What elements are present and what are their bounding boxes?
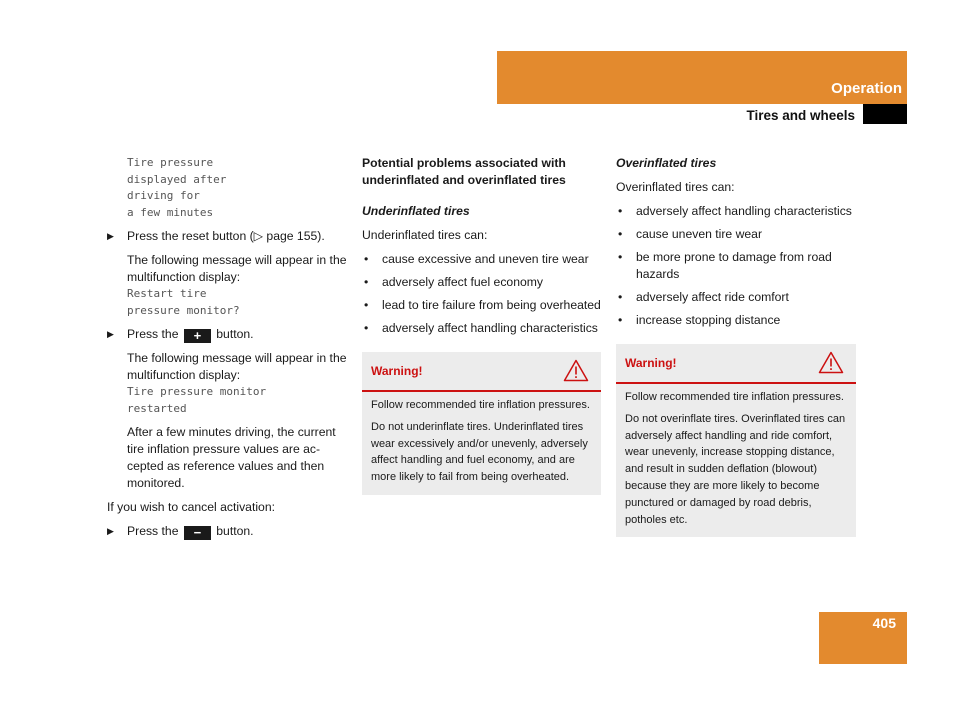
warning-triangle-icon — [563, 359, 589, 382]
bullet-list — [362, 251, 601, 337]
step-arrow-icon: ▶ — [107, 526, 114, 536]
warning-text: Follow recommended tire inflation pressures. — [371, 399, 590, 411]
paragraph: The following message will appear in the multifunction display: — [127, 351, 347, 382]
list-item — [616, 226, 856, 243]
list-item — [616, 312, 856, 329]
list-item-text: be more prone to damage from road hazards — [636, 250, 832, 281]
warning-body — [362, 392, 601, 495]
list-item — [362, 274, 601, 291]
column-1 — [107, 155, 347, 540]
warning-triangle-icon — [818, 351, 844, 374]
bullet-icon: • — [364, 298, 369, 312]
display-message-2 — [107, 286, 347, 319]
step-text: Press the reset button (▷ page 155). — [127, 229, 325, 243]
subsection-marker — [863, 104, 907, 124]
bullet-icon: • — [618, 204, 623, 218]
plus-key-icon: + — [184, 329, 211, 343]
display-line: restarted — [127, 401, 187, 415]
warning-box — [616, 344, 856, 537]
list-item-text: increase stopping distance — [636, 313, 781, 327]
warning-title: Warning! — [371, 364, 423, 378]
display-line: Tire pressure — [127, 156, 214, 169]
step-arrow-icon: ▶ — [107, 231, 114, 241]
step-reset-button — [107, 228, 347, 245]
display-line: a few minutes — [127, 205, 214, 219]
warning-body — [616, 384, 856, 537]
page-number-box — [819, 612, 907, 664]
bullet-icon: • — [364, 252, 369, 266]
warning-text: Follow recommended tire inflation pressures. — [625, 391, 844, 403]
paragraph: The following message will appear in the multifunction display: — [127, 253, 347, 284]
step-text: Press the — [127, 327, 179, 341]
minus-key-icon: − — [184, 526, 211, 540]
step-text: Press the — [127, 524, 179, 538]
bullet-icon: • — [618, 313, 623, 327]
list-item — [616, 249, 856, 283]
list-item — [616, 289, 856, 306]
warning-title: Warning! — [625, 356, 677, 370]
bullet-list — [616, 203, 856, 329]
list-item-text: cause excessive and uneven tire wear — [382, 252, 589, 266]
intro-text: Overinflated tires can: — [616, 180, 735, 194]
list-item — [616, 203, 856, 220]
list-item-text: adversely affect fuel economy — [382, 275, 544, 289]
step-arrow-icon: ▶ — [107, 329, 114, 339]
warning-header — [616, 344, 856, 384]
warning-box — [362, 352, 601, 495]
display-line: pressure monitor? — [127, 303, 240, 317]
bullet-icon: • — [364, 321, 369, 335]
list-item — [362, 251, 601, 268]
subheading: Underinflated tires — [362, 204, 470, 218]
display-line: driving for — [127, 189, 200, 202]
column-3 — [616, 155, 856, 537]
warning-header — [362, 352, 601, 392]
list-item-text: adversely affect ride comfort — [636, 290, 789, 304]
list-item-text: adversely affect handling characteristics — [636, 204, 852, 218]
list-item-text: cause uneven tire wear — [636, 227, 763, 241]
step-text: button. — [216, 524, 254, 538]
step-plus-button — [107, 326, 347, 343]
display-line: Restart tire — [127, 287, 207, 300]
display-message-3 — [107, 384, 347, 417]
display-message-1 — [107, 155, 347, 221]
list-item — [362, 320, 601, 337]
section-title: Operation — [831, 80, 902, 97]
subheading: Overinflated tires — [616, 156, 717, 170]
list-item — [362, 297, 601, 314]
display-line: Tire pressure monitor — [127, 385, 267, 398]
bullet-icon: • — [618, 227, 623, 241]
list-item-text: lead to tire failure from being overheated — [382, 298, 601, 312]
display-line: displayed after — [127, 172, 227, 186]
paragraph: After a few minutes driving, the current tire inflation pressure values are ac-cepted as reference values and then monitored. — [127, 425, 336, 490]
list-item-text: adversely affect handling characteristics — [382, 321, 598, 335]
paragraph: If you wish to cancel activation: — [107, 500, 276, 514]
bullet-icon: • — [618, 250, 623, 264]
step-minus-button — [107, 523, 347, 540]
bullet-icon: • — [364, 275, 369, 289]
subsection-title: Tires and wheels — [746, 108, 855, 123]
intro-text: Underinflated tires can: — [362, 228, 488, 242]
warning-text: Do not overinflate tires. Overinflated tires can adversely affect handling and ride comfort, wear unevenly, increase stopping distance, and result in sudden deflation (blowout) because they are more likely to become punctured or damaged by road debris, potholes etc. — [625, 412, 846, 526]
bullet-icon: • — [618, 290, 623, 304]
page-number: 405 — [872, 615, 896, 631]
step-text: button. — [216, 327, 254, 341]
warning-text: Do not underinflate tires. Underinflated tires wear excessively and/or unevenly, adversely affect handling and fuel economy, and are more likely to fail from being overheated. — [371, 420, 588, 484]
column-2 — [362, 155, 601, 495]
section-heading: Potential problems associated with underinflated and overinflated tires — [362, 156, 566, 187]
